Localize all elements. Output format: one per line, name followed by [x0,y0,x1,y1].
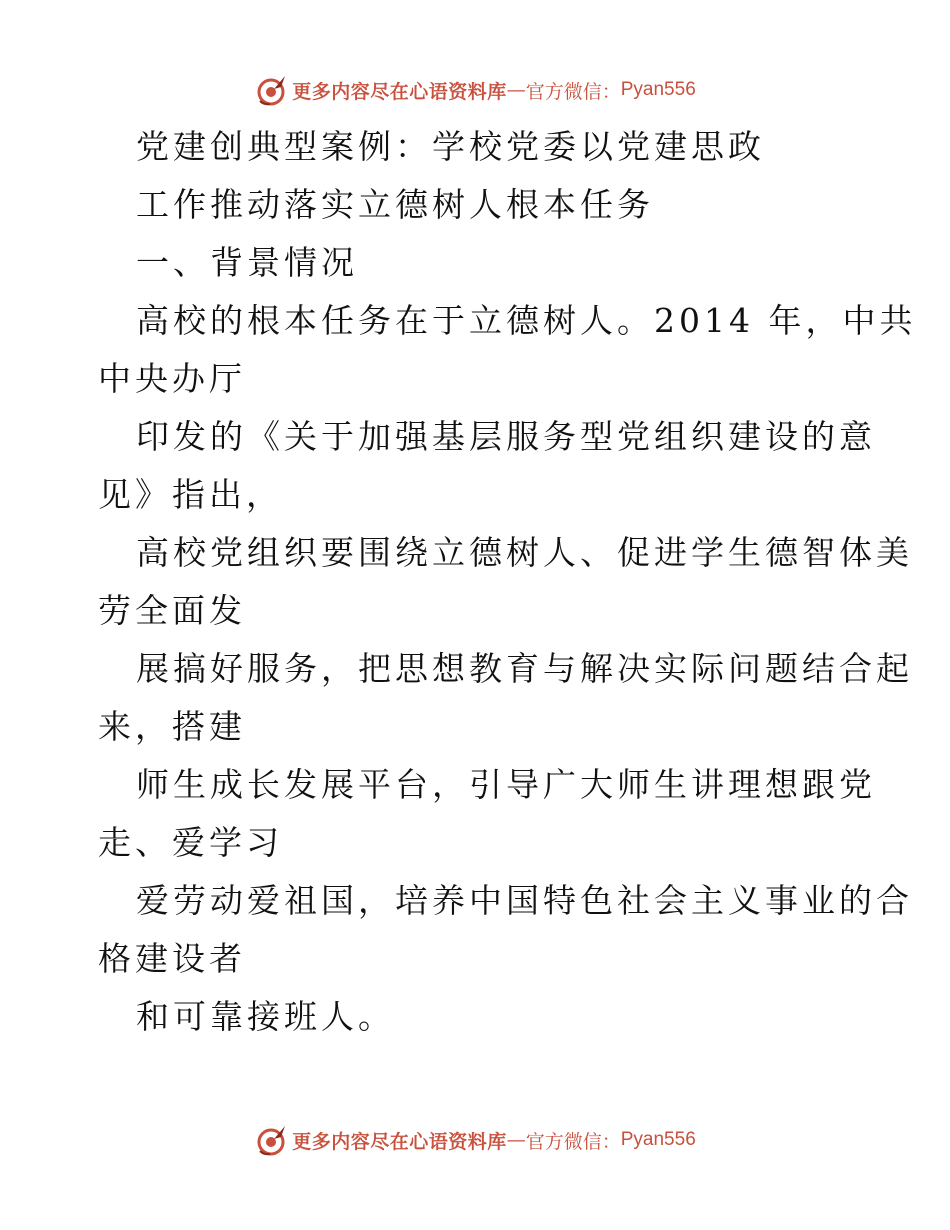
paragraph-line: 和可靠接班人。 [136,997,395,1036]
doc-title-line-1: 党建创典型案例：学校党委以党建思政 [136,127,765,166]
paragraph-line: 走、爱学习 [98,823,283,862]
brand-name: 更多内容尽在心语资料库 [292,1130,507,1153]
brand-name: 更多内容尽在心语资料库 [292,80,507,103]
paragraph-line: 爱劳动爱祖国，培养中国特色社会主义事业的合 [136,881,913,920]
paragraph-line: 高校党组织要围绕立德树人、促进学生德智体美 [136,533,913,572]
wechat-label: 官方微信： [525,80,621,103]
paragraph-line: 来，搭建 [98,707,246,746]
paragraph-line: 见》指出， [98,475,283,514]
footer-banner [0,1122,950,1158]
paragraph-line: 格建设者 [98,939,246,978]
paragraph-line: 印发的《关于加强基层服务型党组织建设的意 [136,417,876,456]
doc-title-line-2: 工作推动落实立德树人根本任务 [136,185,654,224]
paragraph-line: 师生成长发展平台，引导广大师生讲理想跟党 [136,765,876,804]
banner-dash: — [506,79,526,101]
paragraph-line: 劳全面发 [98,591,246,630]
banner-dash: — [506,1129,526,1151]
paragraph-line: 展搞好服务，把思想教育与解决实际问题结合起 [136,649,913,688]
quill-pen-logo-icon [254,1123,288,1157]
wechat-account: Pyan556 [620,79,696,100]
document-body [98,118,917,1046]
header-banner [0,72,950,108]
quill-pen-logo-icon [254,73,288,107]
wechat-label: 官方微信： [525,1130,621,1153]
wechat-account: Pyan556 [620,1129,696,1150]
paragraph-line: 高校的根本任务在于立德树人。2014 年，中共 [136,301,917,340]
paragraph-line: 中央办厅 [98,359,246,398]
section-heading: 一、背景情况 [136,243,358,282]
